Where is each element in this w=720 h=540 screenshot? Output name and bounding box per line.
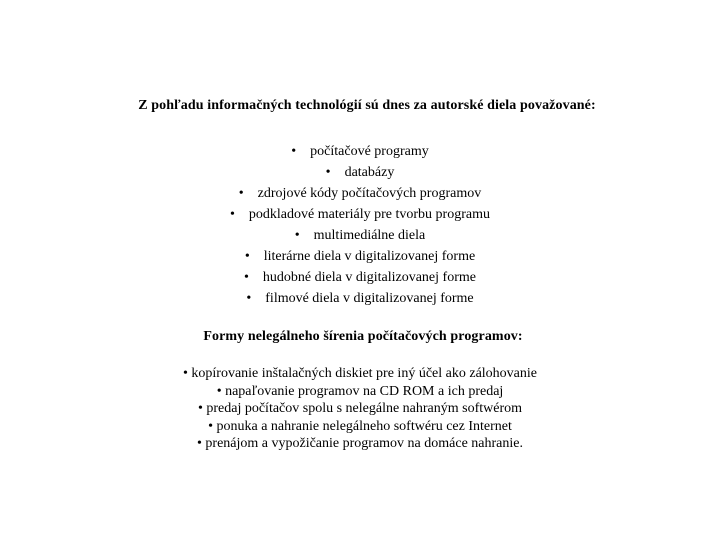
section-title-illegal-distribution: Formy nelegálneho šírenia počítačových programov: bbox=[203, 329, 523, 344]
list-item bbox=[0, 204, 720, 225]
bullet-icon: • bbox=[244, 270, 249, 285]
list-item bbox=[0, 162, 720, 183]
list-item bbox=[0, 141, 720, 162]
list-item: • ponuka a nahranie nelegálneho softwéru cez Internet bbox=[208, 418, 512, 434]
bullet-icon: • bbox=[325, 165, 331, 180]
list-item bbox=[0, 225, 720, 246]
illegal-distribution-list bbox=[0, 365, 720, 453]
list-item: • prenájom a vypožičanie programov na domáce nahranie. bbox=[197, 436, 523, 451]
list-item-text: zdrojové kódy počítačových programov bbox=[257, 186, 482, 201]
bullet-icon: • bbox=[238, 186, 244, 201]
bullet-icon: • bbox=[230, 207, 235, 222]
list-item bbox=[0, 288, 720, 309]
bullet-icon: • bbox=[244, 249, 250, 264]
list-item-text: podkladové materiály pre tvorbu programu bbox=[248, 207, 490, 222]
bullet-icon: • bbox=[291, 144, 297, 159]
list-item bbox=[0, 246, 720, 267]
copyright-works-list bbox=[0, 141, 720, 309]
list-item-text: databázy bbox=[344, 165, 395, 180]
section-title-copyright-works: Z pohľadu informačných technológií sú dnes za autorské diela považované: bbox=[138, 98, 596, 113]
list-item-text: počítačové programy bbox=[310, 144, 429, 159]
list-item-text: hudobné diela v digitalizovanej forme bbox=[262, 270, 476, 285]
list-item: • napaľovanie programov na CD ROM a ich predaj bbox=[216, 383, 504, 399]
bullet-icon: • bbox=[294, 228, 300, 243]
list-item bbox=[0, 267, 720, 288]
list-item: • predaj počítačov spolu s nelegálne nahraným softwérom bbox=[197, 401, 523, 416]
list-item bbox=[0, 183, 720, 204]
list-item-text: literárne diela v digitalizovanej forme bbox=[263, 249, 476, 264]
bullet-icon: • bbox=[246, 291, 252, 306]
list-item-text: multimediálne diela bbox=[313, 228, 426, 243]
list-item: • kopírovanie inštalačných diskiet pre iný účel ako zálohovanie bbox=[182, 366, 537, 381]
list-item-text: filmové diela v digitalizovanej forme bbox=[265, 291, 474, 306]
